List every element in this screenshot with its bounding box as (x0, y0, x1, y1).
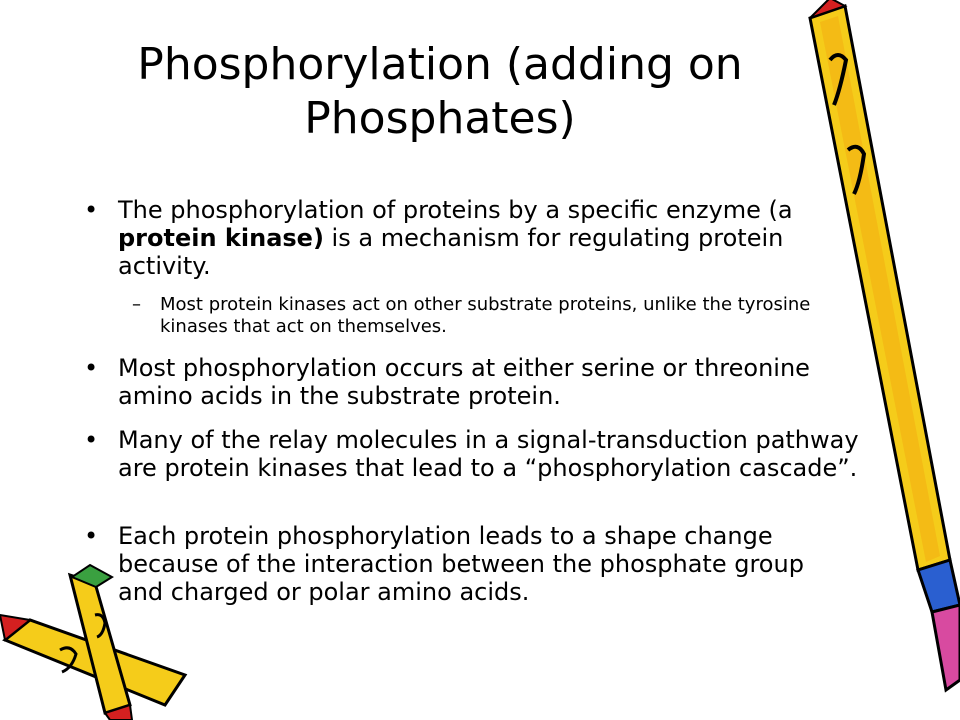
bullet-text: Most phosphorylation occurs at either serine or threonine amino acids in the substrate protein. (118, 354, 810, 410)
bullet-item (84, 426, 898, 482)
bullet-text-end: is a mechanism for regulating protein activity. (118, 224, 784, 280)
bullet-marker: • (84, 522, 99, 550)
bullet-text-start: The phosphorylation of proteins by a specific enzyme (a (118, 196, 793, 224)
bullet-marker: • (84, 354, 99, 382)
sub-bullet-item (132, 294, 820, 338)
bullet-text: Each protein phosphorylation leads to a shape change because of the interaction between the phosphate group and charged or polar amino acids. (118, 522, 804, 606)
sub-bullet-marker: – (132, 294, 141, 315)
bullet-item (84, 522, 838, 606)
sub-bullet-text: Most protein kinases act on other substrate proteins, unlike the tyrosine kinases that act on themselves. (160, 294, 811, 337)
bullet-marker: • (84, 426, 99, 454)
bullet-item (84, 196, 808, 280)
bullet-text: Many of the relay molecules in a signal-transduction pathway are protein kinases that lead to a “phosphorylation cascade”. (118, 426, 859, 482)
bullet-text-bold: protein kinase) (118, 224, 324, 252)
bullet-item (84, 354, 838, 410)
slide-title: Phosphorylation (adding on Phosphates) (137, 39, 743, 144)
bullet-marker: • (84, 196, 99, 224)
